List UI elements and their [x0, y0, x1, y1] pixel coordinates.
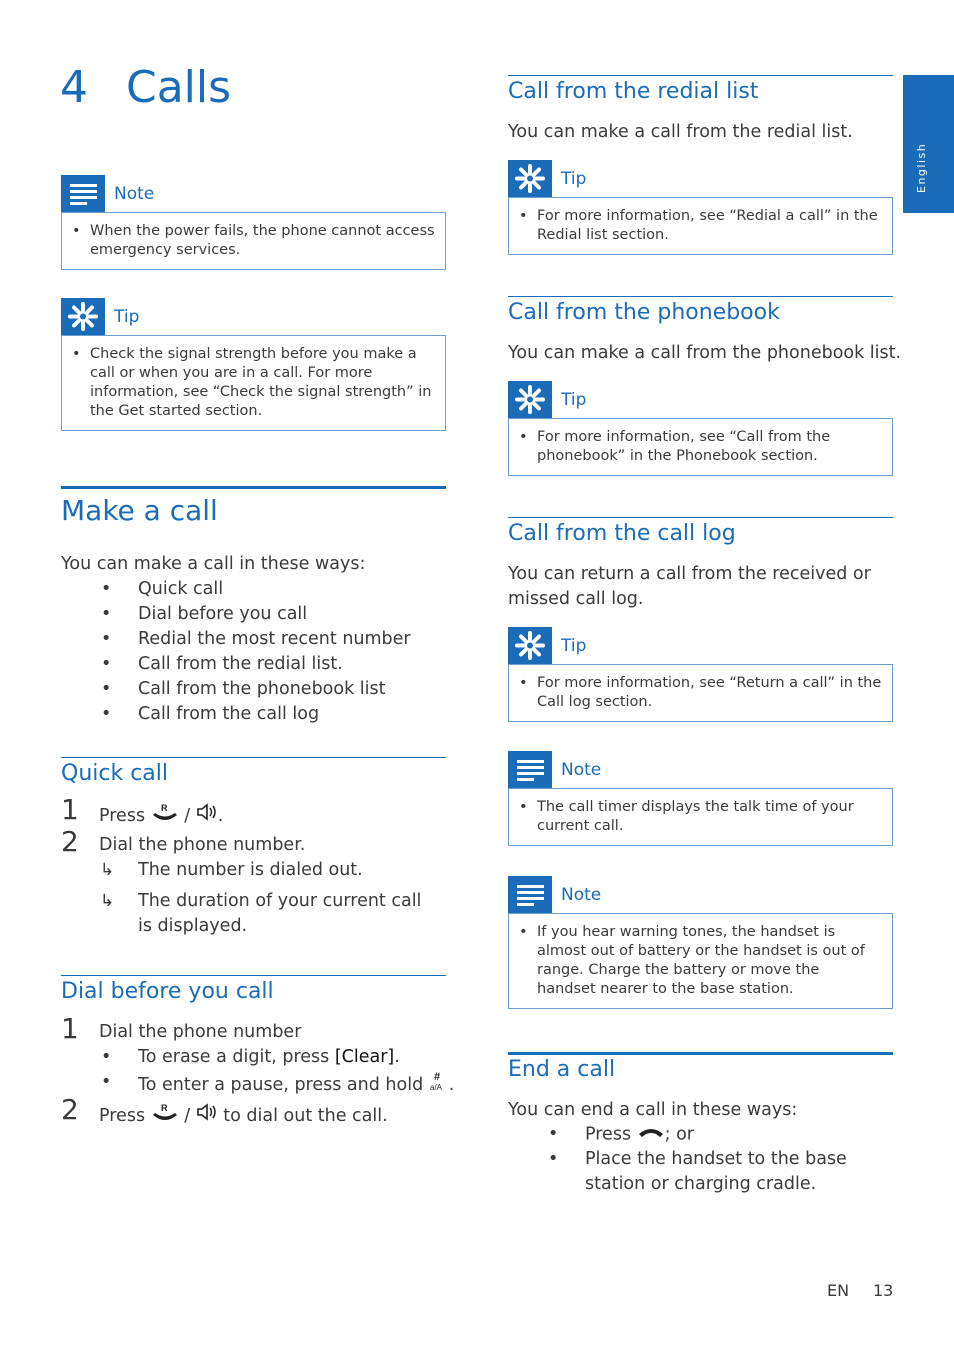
- period: .: [448, 1075, 455, 1095]
- tip-text: • For more information, see “Redial a call” in the Redial list section.: [508, 197, 893, 255]
- tip-label: Tip: [114, 307, 140, 327]
- step-number: 1: [61, 793, 79, 826]
- dial-before-step1: Dial the phone number: [99, 1022, 302, 1042]
- list-item: • Call from the call log: [61, 702, 411, 727]
- note-label: Note: [561, 760, 602, 780]
- note-icon: [508, 876, 552, 913]
- separator: /: [184, 1106, 191, 1126]
- note-icon: [61, 175, 105, 212]
- make-call-heading: Make a call: [61, 494, 218, 527]
- result-arrow-icon: ↳: [100, 891, 115, 911]
- section-divider: [61, 757, 446, 758]
- dial-before-sub1: [138, 1045, 400, 1070]
- page-number: 13: [873, 1281, 894, 1300]
- tip-label: Tip: [561, 390, 587, 410]
- tip-text: • For more information, see “Return a call” in the Call log section.: [508, 664, 893, 722]
- dial-before-sub2: [138, 1070, 454, 1100]
- section-divider: [508, 517, 893, 518]
- tip-text: • For more information, see “Call from the phonebook” in the Phonebook section.: [508, 418, 893, 476]
- quick-call-step1: [99, 801, 223, 831]
- tip-callout: [508, 160, 893, 255]
- note-icon: [508, 751, 552, 788]
- list-item: • Call from the phonebook list: [61, 677, 411, 702]
- phonebook-heading: Call from the phonebook: [508, 300, 780, 325]
- result-arrow-icon: ↳: [100, 860, 115, 880]
- section-divider: [508, 75, 893, 76]
- footer-language: EN: [827, 1281, 850, 1300]
- step-number: 2: [61, 1093, 79, 1126]
- list-item: • Call from the redial list.: [61, 652, 411, 677]
- quick-call-step2: Dial the phone number.: [99, 835, 306, 855]
- list-item: • Quick call: [61, 577, 411, 602]
- hash-key-icon: [429, 1070, 449, 1100]
- bullet: •: [101, 1072, 112, 1092]
- svg-text:#: #: [433, 1071, 440, 1083]
- section-divider: [508, 1052, 893, 1055]
- end-call-item2: Place the handset to the base station or charging cradle.: [585, 1149, 847, 1194]
- section-divider: [508, 296, 893, 297]
- quick-call-result1: The number is dialed out.: [138, 860, 363, 880]
- tip-callout: [508, 381, 893, 476]
- step-number: 2: [61, 825, 79, 858]
- tip-callout: [61, 298, 446, 431]
- bullet: •: [101, 1047, 112, 1067]
- call-log-text: You can return a call from the received or missed call log.: [508, 564, 871, 609]
- step2-end-text: to dial out the call.: [223, 1106, 388, 1126]
- tip-icon: [508, 627, 552, 664]
- tip-icon: [508, 381, 552, 418]
- end-call-intro: You can end a call in these ways:: [508, 1100, 798, 1120]
- note-label: Note: [561, 885, 602, 905]
- period: .: [394, 1047, 400, 1067]
- speaker-icon: [196, 1103, 218, 1129]
- sub1-text: To erase a digit, press: [138, 1047, 335, 1067]
- tip-label: Tip: [561, 636, 587, 656]
- language-tab-label: English: [915, 142, 928, 193]
- note-text: • The call timer displays the talk time of your current call.: [508, 788, 893, 846]
- press-text: Press: [585, 1124, 632, 1145]
- bullet: •: [548, 1149, 559, 1169]
- note-callout: [508, 876, 893, 1009]
- svg-text:a/A: a/A: [429, 1083, 442, 1092]
- call-log-heading: Call from the call log: [508, 521, 736, 546]
- note-callout: [508, 751, 893, 846]
- list-item: • Redial the most recent number: [61, 627, 411, 652]
- note-label: Note: [114, 184, 155, 204]
- bullet: •: [548, 1124, 559, 1144]
- end-call-heading: End a call: [508, 1057, 616, 1082]
- svg-text:R: R: [160, 803, 168, 813]
- period: .: [217, 806, 224, 826]
- quick-call-heading: Quick call: [61, 761, 169, 786]
- talk-key-icon: [151, 1101, 179, 1131]
- dial-before-heading: Dial before you call: [61, 979, 274, 1004]
- note-text: • When the power fails, the phone cannot access emergency services.: [61, 212, 446, 270]
- dial-before-step2: [99, 1101, 388, 1131]
- chapter-title: Calls: [126, 62, 232, 113]
- section-divider: [61, 975, 446, 976]
- quick-call-result2: The duration of your current call is displayed.: [138, 891, 422, 936]
- tip-label: Tip: [561, 169, 587, 189]
- note-text: • If you hear warning tones, the handset is almost out of battery or the handset is out of range. Charge the battery or move the handset nearer to the base station.: [508, 913, 893, 1009]
- section-divider: [61, 486, 446, 489]
- item1-end-text: ; or: [664, 1124, 695, 1145]
- language-tab: [903, 75, 954, 213]
- step-number: 1: [61, 1012, 79, 1045]
- note-callout: [61, 175, 446, 270]
- press-text: Press: [99, 806, 146, 826]
- sub2-text: To enter a pause, press and hold: [138, 1075, 429, 1095]
- clear-key: [Clear]: [334, 1047, 395, 1067]
- redial-heading: Call from the redial list: [508, 79, 759, 104]
- end-call-item1: [585, 1122, 694, 1148]
- make-call-list: [61, 577, 411, 727]
- tip-icon: [61, 298, 105, 335]
- redial-text: You can make a call from the redial list.: [508, 122, 853, 142]
- tip-callout: [508, 627, 893, 722]
- speaker-icon: [196, 803, 218, 829]
- make-call-intro: You can make a call in these ways:: [61, 554, 366, 574]
- phonebook-text: You can make a call from the phonebook list.: [508, 343, 902, 363]
- tip-text: • Check the signal strength before you make a call or when you are in a call. For more information, see “Check the signal strength” in the Get started section.: [61, 335, 446, 431]
- separator: /: [184, 806, 191, 826]
- list-item: • Dial before you call: [61, 602, 411, 627]
- svg-text:R: R: [160, 1103, 168, 1113]
- press-text: Press: [99, 1106, 146, 1126]
- tip-icon: [508, 160, 552, 197]
- end-call-key-icon: [637, 1122, 665, 1147]
- chapter-number: 4: [60, 62, 88, 113]
- talk-key-icon: [151, 801, 179, 831]
